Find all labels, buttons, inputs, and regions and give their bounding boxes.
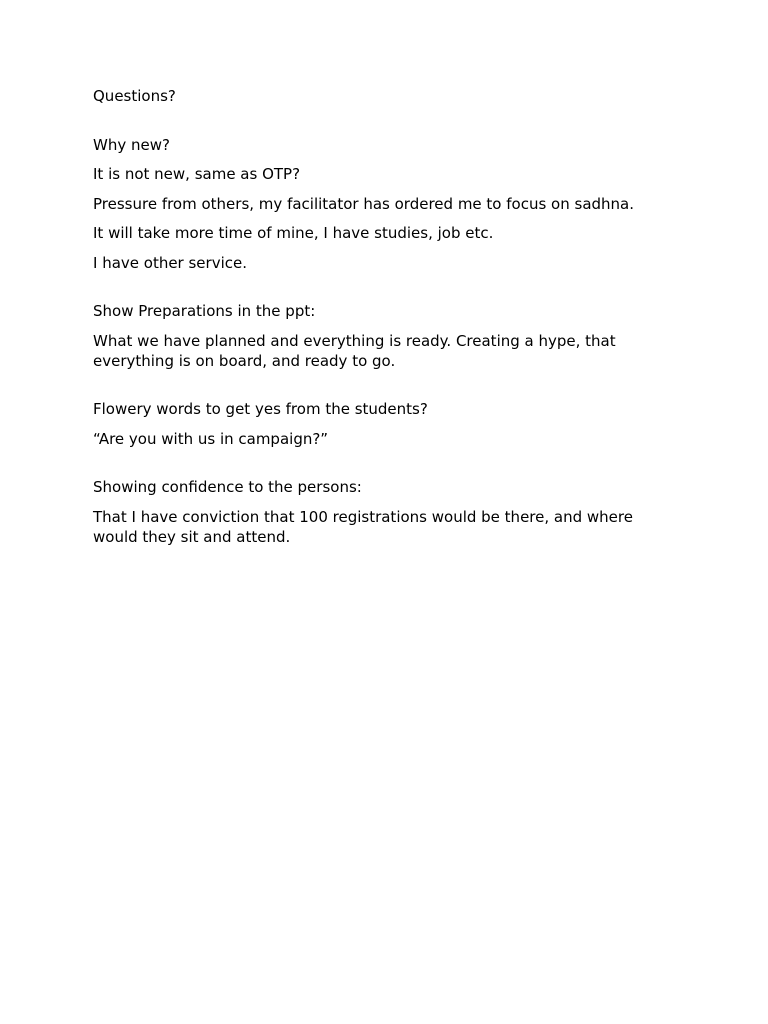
confidence-text: That I have conviction that 100 registrations would be there, and where would they sit and attend. [93,507,633,546]
blank-line [93,116,673,135]
document-page [93,86,673,556]
question-why-new: Why new? [93,135,170,154]
question-other-service: I have other service. [93,253,247,272]
heading-preparations: Show Preparations in the ppt: [93,302,316,320]
heading-questions: Questions? [93,87,176,105]
blank-line [93,458,673,477]
blank-line [93,282,673,301]
heading-flowery-words: Flowery words to get yes from the students? [93,400,428,418]
heading-confidence: Showing confidence to the persons: [93,478,362,496]
preparations-text: What we have planned and everything is ready. Creating a hype, that everything is on board, and ready to go. [93,331,616,370]
blank-line [93,380,673,399]
flowery-words-quote: “Are you with us in campaign?” [93,429,329,448]
question-pressure: Pressure from others, my facilitator has ordered me to focus on sadhna. [93,194,635,213]
question-time: It will take more time of mine, I have studies, job etc. [93,224,494,242]
question-not-new: It is not new, same as OTP? [93,165,301,183]
